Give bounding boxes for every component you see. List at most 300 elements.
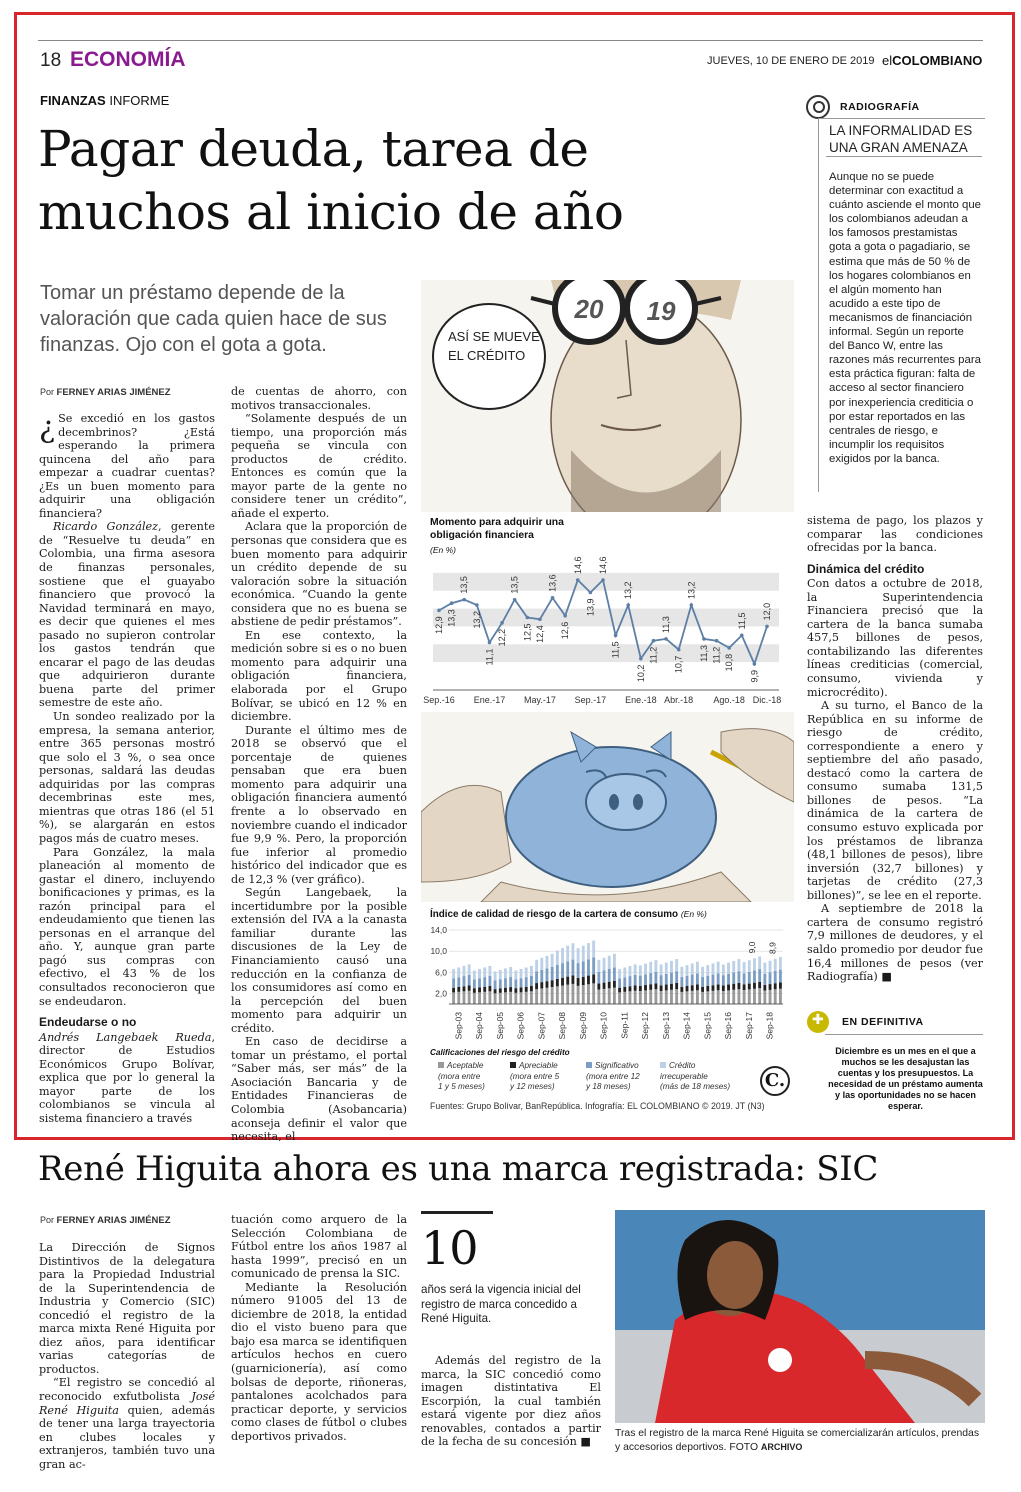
bar-segment xyxy=(514,988,517,993)
bar-segment xyxy=(623,968,626,978)
bar-segment xyxy=(571,984,574,1004)
bar-segment xyxy=(623,992,626,1004)
bar-segment xyxy=(571,943,574,959)
line-point xyxy=(437,609,441,613)
bar-segment xyxy=(732,961,735,973)
paragraph: Con datos a octubre de 2018, la Superintendencia Financiera precisó que la cartera de la banca sumaba 457,5 billones de pesos, contabilizando las diferentes líneas crediticias (comercial, consumo, vivienda y microcrédito). xyxy=(807,577,983,699)
page-number: 18 xyxy=(40,50,62,71)
summary-text: Diciembre es un mes en el que a muchos se les desajustan las cuentas y los presupuestos. La necesidad de un préstamo aumenta y las oportunidades no se hacen esperar. xyxy=(828,1046,983,1112)
bar-segment xyxy=(597,972,600,984)
kicker: FINANZAS INFORME xyxy=(40,93,170,108)
bar-segment xyxy=(551,987,554,1004)
bar-segment xyxy=(753,958,756,970)
bar-segment xyxy=(758,969,761,982)
data-label: 9,0 xyxy=(746,941,757,954)
bar-segment xyxy=(597,960,600,972)
bar-segment xyxy=(660,985,663,991)
bar-segment xyxy=(779,970,782,983)
bar-segment xyxy=(592,941,595,958)
bar-segment xyxy=(546,988,549,1004)
line-point xyxy=(551,596,555,600)
data-label: 13,2 xyxy=(471,611,482,629)
bar-segment xyxy=(774,959,777,971)
bar-segment xyxy=(530,966,533,976)
bar-segment xyxy=(452,969,455,978)
x-tick-label: Sep.-16 xyxy=(423,695,455,705)
bar-segment xyxy=(561,948,564,963)
bar-segment xyxy=(556,965,559,979)
bar-segment xyxy=(468,991,471,1004)
bar-segment xyxy=(561,978,564,986)
paragraph: tuación como arquero de la Selección Colombiana de Fútbol entre los años 1987 al hasta 1999”, precisó en un comunicado de prensa la SIC. xyxy=(231,1213,407,1281)
bar-segment xyxy=(763,991,766,1004)
bar-segment xyxy=(665,985,668,991)
x-tick-label: Sep-17 xyxy=(743,1012,754,1040)
bar-segment xyxy=(732,973,735,984)
paragraph: La Dirección de Signos Distintivos de la delegatura para la Propiedad Industrial de la Superintendencia de Industria y Comercio (SIC) concedió el registro de la marca mixta René Higuita por diez años, para identificar varias categorías de productos. xyxy=(39,1241,215,1376)
legend-swatch xyxy=(660,1062,666,1068)
paragraph: A su turno, el Banco de la República en su informe de riesgo de crédito, correspondiente a enero y septiembre del año pasado, destacó como la cartera de consumo sumaba 131,5 billones de pesos. “La dinámica de la cartera de consumo estuvo explicada por los préstamos de libranza (48,1 billones de pesos), libre inversión (32,7 billones) y tarjetas de crédito (27,3 billones)”, se lee en el reporte. xyxy=(807,699,983,902)
x-tick-label: Dic.-18 xyxy=(752,695,782,705)
bar-segment xyxy=(603,989,606,1004)
bar-segment xyxy=(649,984,652,990)
bar-segment xyxy=(514,993,517,1004)
line-point xyxy=(702,637,706,641)
article2-column-1 xyxy=(39,1241,215,1471)
paragraph: A septiembre de 2018 la cartera de consumo registró 7,9 millones de deudores, y el saldo promedio por deudor fue 16,4 millones de pesos (ver Radiografía) ■ xyxy=(807,902,983,984)
bar-segment xyxy=(753,989,756,1004)
bar-segment xyxy=(540,982,543,988)
bar-segment xyxy=(556,986,559,1004)
bar-segment xyxy=(478,987,481,992)
bar-segment xyxy=(463,986,466,991)
x-tick-label: Sep-07 xyxy=(536,1012,547,1040)
bar-segment xyxy=(618,969,621,978)
bar-segment xyxy=(592,974,595,983)
bar-segment xyxy=(758,988,761,1004)
bar-segment xyxy=(499,988,502,992)
line-point xyxy=(753,662,757,666)
bar-segment xyxy=(639,976,642,986)
data-label: 12,0 xyxy=(762,602,772,621)
bar-segment xyxy=(551,954,554,967)
bar-segment xyxy=(691,985,694,991)
bar-segment xyxy=(769,984,772,990)
bar-segment xyxy=(608,988,611,1004)
bar-segment xyxy=(457,987,460,992)
photo-rene-higuita xyxy=(615,1210,985,1423)
bar-segment xyxy=(587,943,590,959)
bar-segment xyxy=(696,984,699,990)
line-point xyxy=(500,621,504,625)
bar-segment xyxy=(494,989,497,993)
legend-swatch xyxy=(586,1062,592,1068)
paragraph: Andrés Langebaek Rueda, director de Estudios Económicos Grupo Bolívar, explica que por lo general la mayor parte de los colombianos se vincula al sistema financiero a través xyxy=(39,1030,215,1125)
paragraph: de cuentas de ahorro, con motivos transaccionales. xyxy=(231,385,407,412)
article2-headline: René Higuita ahora es una marca registrada: SIC xyxy=(38,1149,879,1189)
issue-date: JUEVES, 10 DE ENERO DE 2019 xyxy=(707,55,875,67)
bar-segment xyxy=(468,975,471,986)
bar-segment xyxy=(701,977,704,987)
x-tick-label: Sep-03 xyxy=(453,1012,464,1040)
bar-segment xyxy=(758,982,761,988)
paragraph: Ricardo González, gerente de “Resuelve tu deuda” en Colombia, una firma asesora de finanzas personales, sostiene que el guayabo financiero que provocó la Navidad terminará en mayo, es decir que quienes el mes pasado no supieron controlar los gastos tendrán que encarar el pago de las deudas que adquirieron durante buena parte del primer semestre de este año. xyxy=(39,520,215,710)
paragraph: Mediante la Resolución número 91005 del 13 de diciembre de 2018, la entidad dio el visto bueno para que bajo esa marca se identifiquen artículos hechos en cuero (guarnicionería), así como bolsas de deporte, riñoneras, pantalones acolchados para practicar deporte, y servicios como clases de fútbol o clubes deportivos privados. xyxy=(231,1280,407,1443)
bar-segment xyxy=(629,991,632,1004)
bar-segment xyxy=(670,990,673,1004)
bar-segment xyxy=(551,980,554,987)
bar-segment xyxy=(463,991,466,1004)
bar-segment xyxy=(571,960,574,976)
bar-segment xyxy=(654,960,657,972)
x-tick-label: Sep-06 xyxy=(515,1012,526,1040)
bar-segment xyxy=(613,968,616,981)
bar-segment xyxy=(597,990,600,1004)
bar-segment xyxy=(509,987,512,992)
el-colombiano-logo: C. xyxy=(760,1066,790,1096)
bar-segment xyxy=(706,986,709,991)
paragraph: En ese contexto, la medición sobre si es o no buen momento para adquirir una obligación financiera, elaborada por el Grupo Bolívar, se ubicó en 12 % en diciembre. xyxy=(231,628,407,724)
bar-segment xyxy=(483,977,486,987)
bar-segment xyxy=(649,962,652,973)
line-point xyxy=(475,603,479,607)
bar-segment xyxy=(717,984,720,990)
bar-segment xyxy=(691,963,694,974)
bar-segment xyxy=(452,988,455,993)
sidebar-text: Aunque no se puede determinar con exactitud a cuánto asciende el monto que los colombianos adeudan a los famosos prestamistas gota a gota o pagadiario, se estima que más de 50 % de los hogares colombianos en el algún momento han acudido a este tipo de mecanismos de financiación informal. Según un reporte del Banco W, entre las razones más recurrentes para esta práctica figuran: falta de acceso al sector financiero por inexperiencia crediticia o por estar reportados en las centrales de riesgo, e incumplir los requisitos exigidos por la banca. xyxy=(829,171,981,465)
bar-segment xyxy=(499,993,502,1004)
bar-segment xyxy=(566,977,569,985)
bar-segment xyxy=(670,961,673,973)
bar-segment xyxy=(675,971,678,983)
data-label: 13,9 xyxy=(585,598,596,617)
bar-segment xyxy=(540,958,543,970)
data-label: 10,8 xyxy=(724,653,735,672)
bar-segment xyxy=(566,961,569,976)
subhead: Endeudarse o no xyxy=(39,1015,137,1030)
bar-segment xyxy=(546,956,549,969)
line-point xyxy=(538,617,542,621)
bar-segment xyxy=(706,991,709,1004)
bar-segment xyxy=(587,959,590,975)
bar-segment xyxy=(587,984,590,1004)
data-label: 12,5 xyxy=(522,623,533,642)
bar-segment xyxy=(779,957,782,970)
article2-column-3 xyxy=(421,1354,601,1449)
bar-segment xyxy=(499,979,502,988)
bar-segment xyxy=(504,978,507,988)
paragraph: Aclara que la proporción de personas que considera que es buen momento para adquirir un crédito depende de su valoración sobre la situación económica. “Cuando la gente considera que no es buena se abstiene de pedir préstamos”. xyxy=(231,520,407,629)
bar-segment xyxy=(556,979,559,986)
line-point xyxy=(740,634,744,638)
lead-paragraph: ¿ Se excedió en los gastos decembrinos? ¿Está esperando la primera quincena del año para empezar a cuadrar cuentas? ¿Es un buen momento para adquirir una obligación financiera? xyxy=(39,410,215,520)
x-tick-label: Ago.-18 xyxy=(713,695,745,705)
data-label: 13,6 xyxy=(547,574,558,592)
bar-segment xyxy=(743,990,746,1004)
line-point xyxy=(765,625,769,629)
bar-segment xyxy=(670,984,673,990)
bar-segment xyxy=(457,968,460,978)
paragraph: Según Langebaek, la incertidumbre por la posible extensión del IVA a la canasta familiar durante las discusiones de la Ley de Financiamiento causó una reducción en la confianza de los consumidores así como en la percepción del buen momento para adquirir un crédito. xyxy=(231,886,407,1035)
bar-segment xyxy=(452,978,455,987)
x-tick-label: Sep-18 xyxy=(764,1012,775,1040)
bar-segment xyxy=(535,989,538,1004)
x-tick-label: Ene.-17 xyxy=(473,695,506,705)
bar-segment xyxy=(706,976,709,986)
paragraph: Para González, la mala planeación al momento de gastar el dinero, incluyendo bonificaciones y primas, es la razón principal para el endeudamiento que tienen las personas en el arranque del año. Y, aunque gran parte pagó sus compras con efectivo, el 43 % de los consultados reconocieron que se endeudaron. xyxy=(39,845,215,1008)
bar-segment xyxy=(727,963,730,974)
stat-rule xyxy=(421,1211,493,1214)
bar-segment xyxy=(551,967,554,980)
data-label: 12,2 xyxy=(497,628,508,647)
bar-segment xyxy=(727,985,730,991)
bar-segment xyxy=(712,985,715,991)
bar-segment xyxy=(696,973,699,984)
bar-segment xyxy=(488,966,491,976)
summary-rule xyxy=(825,1034,983,1035)
bar-segment xyxy=(769,961,772,973)
bar-segment xyxy=(603,958,606,971)
bar-segment xyxy=(613,954,616,968)
bar-segment xyxy=(634,991,637,1004)
paragraph: Durante el último mes de 2018 se observó que el porcentaje de quienes pensaban que era buen momento para adquirir una obligación financiera aumentó frente a lo observado en noviembre cuando el indicador fue 9,9 %. Pero, la proporción fue inferior al promedio histórico del indicador que es de 12,3 % (ver gráfico). xyxy=(231,723,408,886)
paragraph: “El registro se concedió al reconocido exfutbolista José René Higuita quien, además de tener una larga trayectoria en clubes locales y extranjeros, también tuvo una gran ac- xyxy=(39,1376,215,1471)
sidebar-rule xyxy=(826,156,982,157)
bar-segment xyxy=(530,976,533,986)
legend-item-irrecuperable: Crédito irrecuperable (más de 18 meses) xyxy=(660,1061,731,1091)
bar-segment xyxy=(743,973,746,984)
x-tick-label: Sep-08 xyxy=(557,1012,568,1040)
bar-segment xyxy=(608,956,611,969)
deck: Tomar un préstamo depende de la valoración que cada quien hace de sus finanzas. Ojo con el gota a gota. xyxy=(40,282,387,356)
bar-segment xyxy=(696,962,699,974)
bar-segment xyxy=(494,971,497,980)
line-point xyxy=(677,648,681,652)
paragraph: “Solamente después de un tiempo, una proporción más pequeña se vincula con productos de crédito. Entonces es común que la mayor parte de la gente no considere tener un crédito”, añade el experto. xyxy=(231,412,407,520)
bar-segment xyxy=(566,946,569,962)
x-tick-label: Ene.-18 xyxy=(625,695,657,705)
bar-segment xyxy=(561,986,564,1004)
glasses-right-year: 19 xyxy=(646,296,676,326)
subhead: Dinámica del crédito xyxy=(807,561,925,576)
bar-segment xyxy=(623,977,626,987)
bar-segment xyxy=(457,977,460,987)
bar-segment xyxy=(592,983,595,1004)
bar-segment xyxy=(504,992,507,1004)
legend-item-aceptable: Aceptable (mora entre 1 y 5 meses) xyxy=(438,1061,485,1091)
bar-segment xyxy=(468,964,471,975)
bar-segment xyxy=(722,985,725,991)
headline: Pagar deuda, tarea de muchos al inicio de año xyxy=(38,120,624,241)
bar-segment xyxy=(654,989,657,1004)
bar-segment xyxy=(769,990,772,1004)
bar-segment xyxy=(701,987,704,992)
bar-segment xyxy=(691,991,694,1004)
bar-segment xyxy=(618,992,621,1004)
y-tick-label: 6,0 xyxy=(435,967,447,978)
bar-segment xyxy=(463,976,466,986)
data-label: 13,5 xyxy=(509,576,520,594)
data-label: 11,3 xyxy=(661,616,672,633)
bar-segment xyxy=(483,967,486,977)
grid-band xyxy=(433,609,779,630)
stat-number: 10 xyxy=(421,1221,478,1275)
x-tick-label: Abr.-18 xyxy=(664,695,694,705)
bar-segment xyxy=(473,988,476,993)
bar-segment xyxy=(525,977,528,987)
bar-segment xyxy=(737,959,740,971)
x-tick-label: Sep-12 xyxy=(640,1012,651,1040)
grid-band xyxy=(433,573,779,591)
bar-segment xyxy=(686,965,689,976)
x-tick-label: Sep.-17 xyxy=(574,695,607,705)
bar-segment xyxy=(540,970,543,982)
y-tick-label: 14,0 xyxy=(430,925,447,935)
bar-segment xyxy=(499,970,502,979)
line-point xyxy=(589,591,593,595)
bar-segment xyxy=(618,978,621,987)
bar-segment xyxy=(654,972,657,984)
bar-segment xyxy=(649,990,652,1004)
bar-segment xyxy=(732,990,735,1004)
bar-segment xyxy=(717,973,720,984)
data-label: 9,9 xyxy=(749,669,760,683)
data-label: 12,4 xyxy=(534,625,545,643)
bar-segment xyxy=(753,971,756,983)
line-point xyxy=(715,639,719,643)
bar-segment xyxy=(696,990,699,1004)
bar-segment xyxy=(571,975,574,983)
bar-segment xyxy=(701,967,704,977)
data-label: 12,6 xyxy=(560,621,571,640)
x-tick-label: Sep-11 xyxy=(619,1012,630,1039)
bar-segment xyxy=(582,961,585,977)
bar-segment xyxy=(566,985,569,1004)
bar-segment xyxy=(582,977,585,985)
bar-segment xyxy=(634,986,637,991)
bar-segment xyxy=(680,992,683,1004)
bar-segment xyxy=(649,973,652,984)
bar-segment xyxy=(546,981,549,988)
article-column-2 xyxy=(231,385,407,1144)
bar-segment xyxy=(587,976,590,985)
bar-segment xyxy=(556,951,559,965)
bar-segment xyxy=(530,991,533,1004)
bar-segment xyxy=(743,962,746,973)
bar-segment xyxy=(686,976,689,986)
header-rule xyxy=(38,40,983,41)
data-label: 10,2 xyxy=(635,664,646,683)
legend-item-significativo: Significativo (mora entre 12 y 18 meses) xyxy=(586,1061,640,1091)
bar-segment xyxy=(644,974,647,985)
bar-segment xyxy=(748,989,751,1004)
bar-segment xyxy=(535,983,538,989)
bar-segment xyxy=(629,966,632,976)
newspaper-brand: elCOLOMBIANO xyxy=(882,53,983,68)
paragraph: sistema de pago, los plazos y comparar las condiciones ofrecidas por la banca. xyxy=(807,514,983,555)
bar-segment xyxy=(525,992,528,1004)
bar-segment xyxy=(561,963,564,978)
bar-segment xyxy=(660,964,663,975)
bar-segment xyxy=(613,988,616,1004)
line-point xyxy=(450,601,454,605)
bar-segment xyxy=(665,974,668,985)
bar-segment xyxy=(670,973,673,984)
data-label: 13,2 xyxy=(686,581,697,599)
bar-segment xyxy=(660,975,663,985)
x-tick-label: Sep-16 xyxy=(723,1012,734,1040)
bar-segment xyxy=(779,982,782,988)
bar-segment xyxy=(483,987,486,992)
bar-segment xyxy=(691,975,694,986)
bar-segment xyxy=(603,970,606,982)
bar-segment xyxy=(520,969,523,978)
glasses-left-year: 20 xyxy=(574,294,604,324)
data-label: 8,9 xyxy=(767,942,778,954)
bar-segment xyxy=(680,967,683,977)
bar-segment xyxy=(763,985,766,991)
bar-segment xyxy=(577,986,580,1004)
illustration-bubble: ASÍ SE MUEVE EL CRÉDITO xyxy=(432,303,546,410)
bar-segment xyxy=(774,989,777,1004)
line-chart xyxy=(421,555,794,710)
bar-segment xyxy=(629,976,632,986)
bar-segment xyxy=(618,988,621,993)
byline: Por FERNEY ARIAS JIMÉNEZ xyxy=(40,387,171,398)
bar-segment xyxy=(727,974,730,985)
bar-segment xyxy=(727,990,730,1004)
bar-segment xyxy=(535,960,538,972)
bar-segment xyxy=(722,975,725,985)
bar-segment xyxy=(774,983,777,989)
bar-segment xyxy=(748,984,751,990)
chart-subtitle: (En %) xyxy=(430,545,456,555)
bar-segment xyxy=(665,990,668,1004)
bar-segment xyxy=(763,974,766,985)
bar-segment xyxy=(494,980,497,989)
data-label: 13,2 xyxy=(623,581,634,599)
bar-segment xyxy=(488,991,491,1004)
bar-segment xyxy=(639,965,642,975)
data-label: 13,5 xyxy=(459,576,470,594)
bar-segment xyxy=(514,979,517,988)
bar-segment xyxy=(509,992,512,1004)
bar-segment xyxy=(732,984,735,990)
bar-segment xyxy=(540,988,543,1004)
line-point xyxy=(614,634,618,638)
bar-segment xyxy=(514,971,517,980)
line-point xyxy=(639,657,643,661)
bar-segment xyxy=(769,972,772,984)
bar-segment xyxy=(737,971,740,983)
bar-segment xyxy=(680,987,683,992)
bar-segment xyxy=(608,969,611,982)
line-point xyxy=(652,639,656,643)
x-tick-label: Sep-14 xyxy=(681,1012,692,1040)
bar-chart xyxy=(421,922,794,1046)
data-label: 14,6 xyxy=(572,556,583,574)
bar-segment xyxy=(623,987,626,992)
data-label: 11,2 xyxy=(711,646,722,664)
line-point xyxy=(664,637,668,641)
bar-segment xyxy=(483,992,486,1004)
bar-segment xyxy=(530,986,533,991)
bar-segment xyxy=(509,967,512,977)
x-tick-label: Sep-05 xyxy=(494,1012,505,1040)
line-point xyxy=(526,616,530,620)
y-tick-label: 2,0 xyxy=(435,988,447,999)
line-point xyxy=(601,578,605,582)
